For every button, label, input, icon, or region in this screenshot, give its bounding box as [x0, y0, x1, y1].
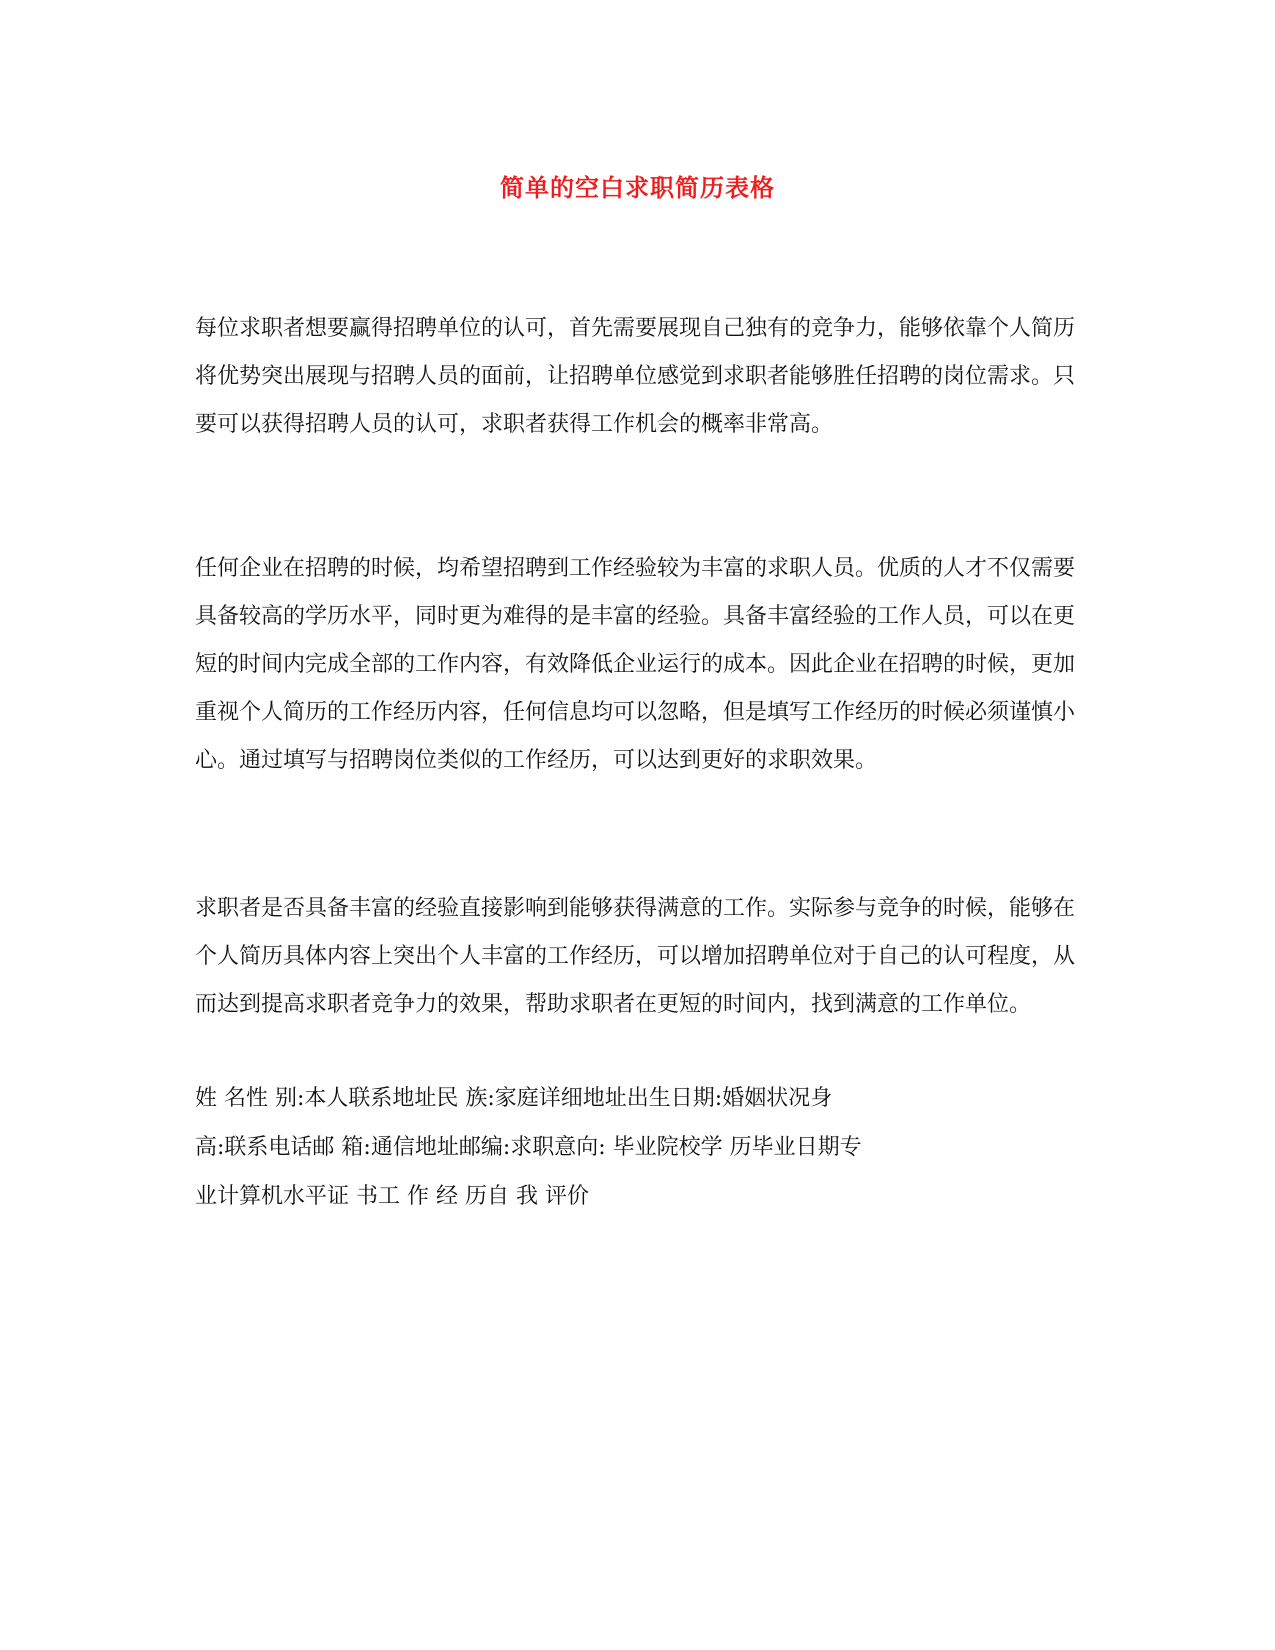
paragraph-experience: 任何企业在招聘的时候，均希望招聘到工作经验较为丰富的求职人员。优质的人才不仅需要具备较高的学历水平，同时更为难得的是丰富的经验。具备丰富经验的工作人员，可以在更短的时间内完成全部的工作内容，有效降低企业运行的成本。因此企业在招聘的时候，更加重视个人简历的工作经历内容，任何信息均可以忽略，但是填写工作经历的时候必须谨慎小心。通过填写与招聘岗位类似的工作经历，可以达到更好的求职效果。: [195, 556, 1076, 773]
paragraph-competitiveness: 求职者是否具备丰富的经验直接影响到能够获得满意的工作。实际参与竞争的时候，能够在个人简历具体内容上突出个人丰富的工作经历，可以增加招聘单位对于自己的认可程度，从而达到提高求职者竞争力的效果，帮助求职者在更短的时间内，找到满意的工作单位。: [195, 896, 1076, 1017]
form-fields-line-1: 姓 名性 别:本人联系地址民 族:家庭详细地址出生日期:婚姻状况身: [195, 1086, 833, 1111]
form-fields-line-2: 高:联系电话邮 箱:通信地址邮编:求职意向: 毕业院校学 历毕业日期专: [195, 1135, 862, 1160]
form-fields-line-3: 业计算机水平证 书工 作 经 历自 我 评价: [195, 1184, 589, 1209]
document-title: 简单的空白求职简历表格: [500, 173, 775, 202]
paragraph-intro: 每位求职者想要赢得招聘单位的认可，首先需要展现自己独有的竞争力，能够依靠个人简历将优势突出展现与招聘人员的面前，让招聘单位感觉到求职者能够胜任招聘的岗位需求。只要可以获得招聘人员的认可，求职者获得工作机会的概率非常高。: [195, 316, 1076, 437]
